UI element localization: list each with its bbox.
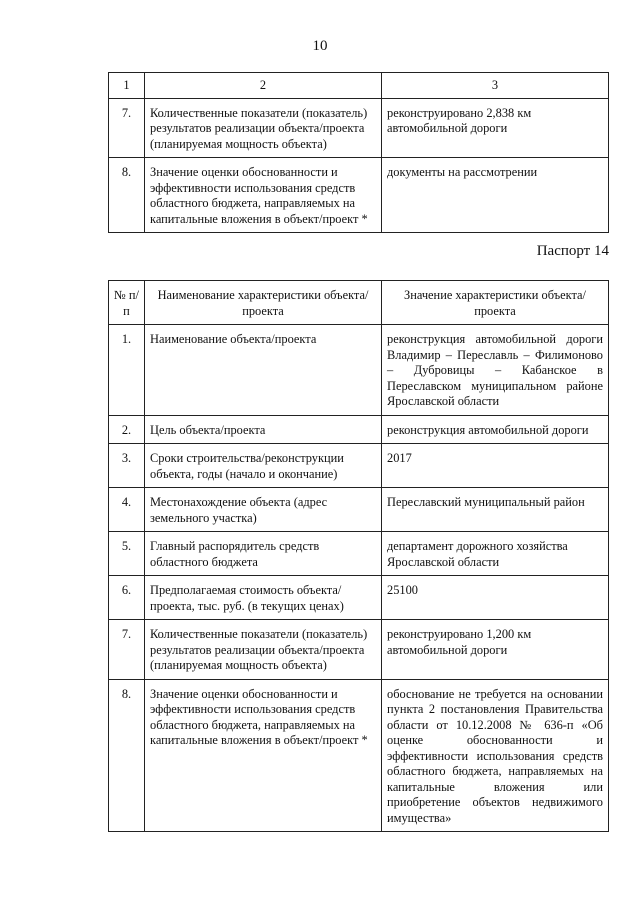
characteristic-name: Сроки строительства/реконструкции объекта, годы (начало и окончание) — [145, 444, 382, 488]
characteristic-value: департамент дорожного хозяйства Ярославской области — [382, 532, 609, 576]
characteristic-value: 25100 — [382, 576, 609, 620]
table-row — [109, 532, 609, 576]
passport-title: Паспорт 14 — [536, 243, 609, 259]
characteristic-name: Местонахождение объекта (адрес земельного участка) — [145, 488, 382, 532]
row-number: 8. — [109, 158, 145, 233]
row-number: 6. — [109, 576, 145, 620]
table-header-row — [109, 281, 609, 325]
table-header-row — [109, 73, 609, 99]
row-number: 4. — [109, 488, 145, 532]
row-number: 7. — [109, 98, 145, 158]
characteristic-value: Переславский муниципальный район — [382, 488, 609, 532]
row-number: 7. — [109, 620, 145, 680]
header-characteristic-value: Значение характеристики объекта/проекта — [382, 281, 609, 325]
header-number: № п/п — [109, 281, 145, 325]
table-row — [109, 158, 609, 233]
row-number: 3. — [109, 444, 145, 488]
passport-table — [108, 280, 609, 832]
table-row — [109, 444, 609, 488]
row-number: 5. — [109, 532, 145, 576]
characteristic-value: документы на рассмотрении — [382, 158, 609, 233]
characteristic-name: Количественные показатели (показатель) результатов реализации объекта/проекта (планируемая мощность объекта) — [145, 620, 382, 680]
characteristic-value: реконструировано 2,838 км автомобильной дороги — [382, 98, 609, 158]
continued-table — [108, 72, 609, 233]
table-row — [109, 620, 609, 680]
row-number: 8. — [109, 679, 145, 832]
column-number-2: 2 — [145, 73, 382, 99]
page-number: 10 — [312, 38, 328, 54]
characteristic-name: Значение оценки обоснованности и эффективности использования средств областного бюджета, направляемых на капитальные вложения в объект/проект * — [145, 158, 382, 233]
characteristic-name: Главный распорядитель средств областного бюджета — [145, 532, 382, 576]
characteristic-value: реконструкция автомобильной дороги Владимир – Переславль – Филимоново – Дубровицы – Кабанское в Переславском муниципальном районе Ярославской области — [382, 325, 609, 416]
column-number-3: 3 — [382, 73, 609, 99]
characteristic-value: реконструкция автомобильной дороги — [382, 415, 609, 444]
characteristic-name: Количественные показатели (показатель) результатов реализации объекта/проекта (планируемая мощность объекта) — [145, 98, 382, 158]
column-number-1: 1 — [109, 73, 145, 99]
characteristic-value: 2017 — [382, 444, 609, 488]
table-row — [109, 98, 609, 158]
characteristic-name: Предполагаемая стоимость объекта/проекта, тыс. руб. (в текущих ценах) — [145, 576, 382, 620]
characteristic-value: реконструировано 1,200 км автомобильной дороги — [382, 620, 609, 680]
table-row — [109, 415, 609, 444]
table-row — [109, 576, 609, 620]
table-row — [109, 488, 609, 532]
characteristic-name: Цель объекта/проекта — [145, 415, 382, 444]
characteristic-name: Значение оценки обоснованности и эффективности использования средств областного бюджета, направляемых на капитальные вложения в объект/проект * — [145, 679, 382, 832]
table-row — [109, 325, 609, 416]
header-characteristic-name: Наименование характеристики объекта/проекта — [145, 281, 382, 325]
row-number: 2. — [109, 415, 145, 444]
characteristic-value: обоснование не требуется на основании пункта 2 постановления Правительства области от 10.12.2008 № 636-п «Об оценке обоснованности и эффективности использования средств областного бюджета, направляемых на капитальные вложения или приобретение объектов недвижимого имущества» — [382, 679, 609, 832]
characteristic-name: Наименование объекта/проекта — [145, 325, 382, 416]
row-number: 1. — [109, 325, 145, 416]
table-row — [109, 679, 609, 832]
